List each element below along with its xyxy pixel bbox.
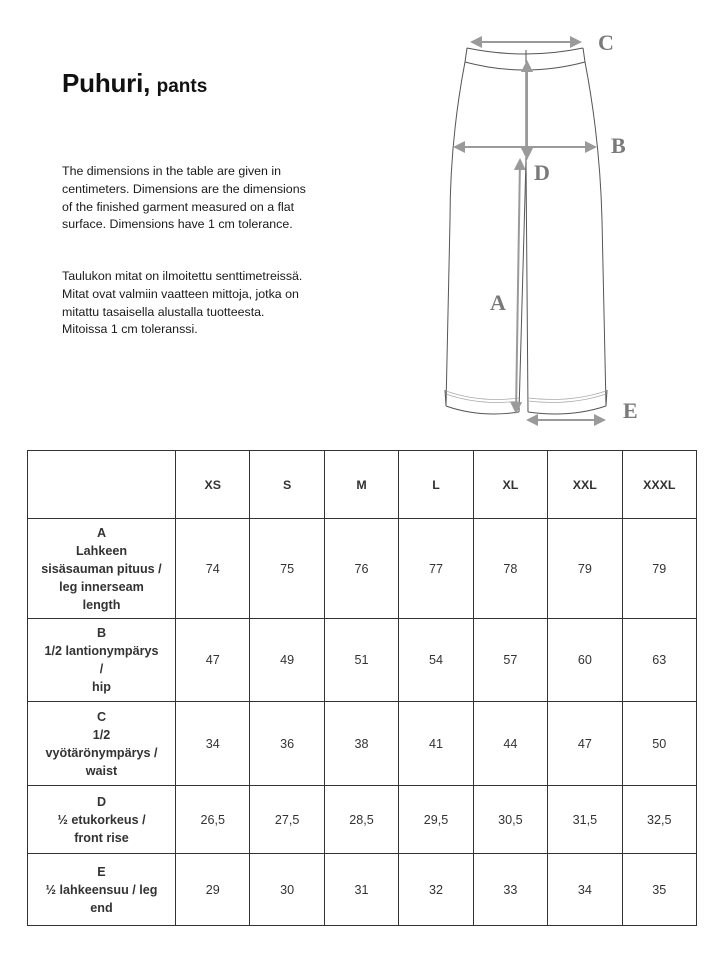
measurement-value: 75 bbox=[250, 519, 324, 619]
measurement-row bbox=[28, 702, 697, 786]
measurement-label-line: waist bbox=[85, 763, 118, 778]
measurement-label bbox=[28, 786, 176, 854]
measurement-label bbox=[28, 619, 176, 702]
measurement-value: 74 bbox=[176, 519, 250, 619]
measurement-value: 50 bbox=[622, 702, 696, 786]
measurement-value: 31 bbox=[324, 854, 398, 926]
measurement-value: 78 bbox=[473, 519, 547, 619]
measurement-label-line: sisäsauman pituus / bbox=[41, 561, 162, 576]
size-header-xxxl: XXXL bbox=[622, 451, 696, 519]
size-header-m: M bbox=[324, 451, 398, 519]
measurement-value: 44 bbox=[473, 702, 547, 786]
measurement-row bbox=[28, 854, 697, 926]
measurement-label-line: E bbox=[97, 864, 106, 879]
measurement-row bbox=[28, 786, 697, 854]
measurement-value: 27,5 bbox=[250, 786, 324, 854]
measurement-label-line: B bbox=[96, 626, 107, 640]
measurement-value: 77 bbox=[399, 519, 473, 619]
measurement-label bbox=[28, 854, 176, 926]
label-d: D bbox=[534, 160, 550, 185]
measurement-row bbox=[28, 619, 697, 702]
corner-cell bbox=[28, 451, 176, 519]
measurement-value: 32 bbox=[399, 854, 473, 926]
measurement-label-line: 1/2 lantionympärys bbox=[44, 644, 159, 658]
measurement-label-line: leg innerseam bbox=[59, 579, 144, 594]
measurement-value: 41 bbox=[399, 702, 473, 786]
label-c: C bbox=[598, 30, 614, 55]
measurement-value: 47 bbox=[176, 619, 250, 702]
measurement-row bbox=[28, 519, 697, 619]
measurement-label-line: D bbox=[96, 794, 107, 809]
label-e: E bbox=[623, 398, 638, 423]
size-header-xxl: XXL bbox=[548, 451, 622, 519]
measurement-value: 34 bbox=[176, 702, 250, 786]
size-header-xl: XL bbox=[473, 451, 547, 519]
measurement-value: 33 bbox=[473, 854, 547, 926]
measurement-label-line: / bbox=[99, 662, 104, 676]
measurement-label-line: length bbox=[82, 597, 121, 612]
measurement-arrows bbox=[455, 42, 604, 420]
measurement-value: 63 bbox=[622, 619, 696, 702]
measurement-value: 28,5 bbox=[324, 786, 398, 854]
measurement-label bbox=[28, 519, 176, 619]
pants-measurement-diagram bbox=[420, 20, 660, 440]
measurement-value: 76 bbox=[324, 519, 398, 619]
measurement-label-line: Lahkeen bbox=[75, 543, 128, 558]
measurement-value: 60 bbox=[548, 619, 622, 702]
size-table bbox=[27, 450, 697, 926]
measurement-label-line: ½ lahkeensuu / leg bbox=[45, 882, 158, 897]
size-header-row bbox=[28, 451, 697, 519]
measurement-label-line: hip bbox=[92, 680, 111, 694]
label-a: A bbox=[490, 290, 506, 315]
description-english: The dimensions in the table are given in centimeters. Dimensions are the dimensions of the finished garment measured on a flat surface. Dimensions have 1 cm tolerance. bbox=[62, 164, 306, 232]
measurement-value: 29,5 bbox=[399, 786, 473, 854]
measurement-label bbox=[28, 702, 176, 786]
size-header-l: L bbox=[399, 451, 473, 519]
measurement-value: 30,5 bbox=[473, 786, 547, 854]
measurement-value: 26,5 bbox=[176, 786, 250, 854]
measurement-value: 54 bbox=[399, 619, 473, 702]
measurement-value: 35 bbox=[622, 854, 696, 926]
measurement-label-line: C bbox=[96, 709, 107, 724]
measurement-value: 34 bbox=[548, 854, 622, 926]
measurement-value: 47 bbox=[548, 702, 622, 786]
measurement-value: 38 bbox=[324, 702, 398, 786]
product-type: pants bbox=[156, 76, 208, 97]
measurement-value: 32,5 bbox=[622, 786, 696, 854]
measurement-value: 30 bbox=[250, 854, 324, 926]
measurement-value: 31,5 bbox=[548, 786, 622, 854]
hem-stitching bbox=[446, 391, 606, 402]
product-name: Puhuri, bbox=[62, 68, 151, 98]
measurement-value: 36 bbox=[250, 702, 324, 786]
size-header-xs: XS bbox=[176, 451, 250, 519]
measurement-value: 79 bbox=[548, 519, 622, 619]
measurement-label-line: A bbox=[96, 525, 107, 540]
measurement-value: 51 bbox=[324, 619, 398, 702]
description-finnish: Taulukon mitat on ilmoitettu senttimetreissä. Mitat ovat valmiin vaatteen mittoja, jotka on mitattu tasaisella alustalla tuotteesta. Mitoissa 1 cm toleranssi. bbox=[62, 269, 303, 337]
measurement-value: 49 bbox=[250, 619, 324, 702]
measurement-label-line: ½ etukorkeus / bbox=[57, 812, 146, 827]
measurement-value: 57 bbox=[473, 619, 547, 702]
measurement-value: 79 bbox=[622, 519, 696, 619]
label-b: B bbox=[611, 133, 626, 158]
size-header-s: S bbox=[250, 451, 324, 519]
arrow-a-inseam bbox=[516, 160, 520, 412]
page-title bbox=[62, 68, 207, 99]
measurement-label-line: 1/2 bbox=[92, 727, 111, 742]
measurement-label-line: front rise bbox=[74, 830, 129, 845]
measurement-label-line: end bbox=[90, 900, 113, 915]
measurement-label-line: vyötärönympärys / bbox=[45, 745, 158, 760]
measurement-value: 29 bbox=[176, 854, 250, 926]
